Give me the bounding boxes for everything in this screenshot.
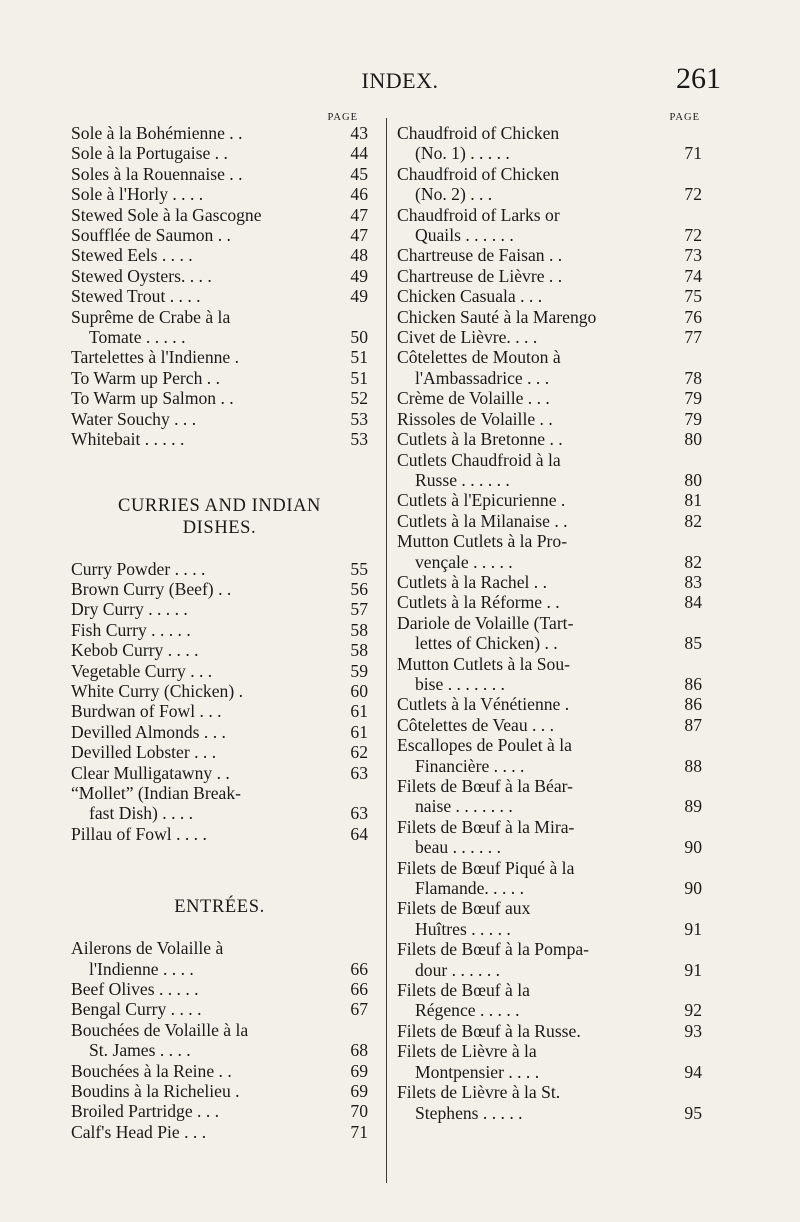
entrees-continued-list	[397, 123, 702, 1123]
entry-page-number: 57	[350, 599, 368, 620]
entry-title: Flamande. . . . .	[415, 878, 524, 899]
entry-title-line: Filets de Bœuf à la Béar-	[397, 776, 574, 796]
entry-title: Bouchées à la Reine . .	[71, 1060, 232, 1081]
index-entry	[71, 123, 368, 143]
entry-title: Sole à la Bohémienne . .	[71, 123, 243, 143]
entry-continuation	[397, 796, 702, 816]
entry-page-number: 80	[684, 469, 702, 490]
index-entry	[71, 999, 368, 1019]
entry-page-number: 77	[684, 327, 702, 348]
index-entry	[397, 715, 702, 735]
entry-page-number: 90	[684, 878, 702, 899]
entry-page-number: 91	[684, 959, 702, 980]
index-entry	[71, 164, 368, 184]
entry-title: naise . . . . . . .	[415, 796, 513, 817]
index-entry	[397, 347, 702, 388]
index-entry	[397, 429, 702, 449]
index-entry	[71, 979, 368, 999]
entry-title: Tartelettes à l'Indienne .	[71, 347, 240, 368]
section-heading-curries	[71, 495, 368, 539]
entry-title: Civet de Lièvre. . . .	[397, 327, 538, 348]
entry-continuation	[71, 803, 368, 823]
index-entry	[397, 654, 702, 695]
entry-continuation	[397, 1103, 702, 1123]
entry-title-line: “Mollet” (Indian Break-	[71, 782, 242, 803]
entry-title-line: Mutton Cutlets à la Sou-	[397, 653, 570, 674]
entry-title: Tomate . . . . .	[89, 327, 186, 348]
entry-title: Burdwan of Fowl . . .	[71, 701, 222, 722]
entry-title: Chicken Sauté à la Marengo	[397, 306, 597, 327]
index-entry	[397, 735, 702, 776]
entry-continuation	[397, 143, 702, 163]
entry-title: Stewed Oysters. . . .	[71, 265, 212, 286]
entry-page-number: 47	[350, 225, 368, 246]
index-entry	[397, 1082, 702, 1123]
entry-page-number: 58	[350, 619, 368, 640]
entry-title: l'Ambassadrice . . .	[415, 367, 550, 388]
entry-title-line: Filets de Bœuf à la Mira-	[397, 816, 575, 837]
entry-title: Sole à l'Horly . . . .	[71, 184, 204, 205]
section-heading-line: DISHES.	[182, 517, 257, 538]
entry-title: Montpensier . . . .	[415, 1061, 540, 1082]
index-entry	[397, 776, 702, 817]
index-entry	[397, 1021, 702, 1041]
entry-page-number: 61	[350, 701, 368, 722]
index-entry	[71, 722, 368, 742]
entry-title: Crème de Volaille . . .	[397, 388, 550, 409]
entry-page-number: 82	[684, 510, 702, 531]
entry-page-number: 72	[684, 225, 702, 246]
entry-title-line: Filets de Bœuf Piqué à la	[397, 857, 575, 878]
entry-page-number: 51	[350, 347, 368, 368]
entry-title: Cutlets à la Rachel . .	[397, 571, 547, 592]
entry-continuation	[397, 674, 702, 694]
entry-title-line: Suprême de Crabe à la	[71, 306, 231, 327]
entry-page-number: 46	[350, 184, 368, 205]
running-title: INDEX.	[361, 68, 439, 93]
index-entry	[71, 763, 368, 783]
index-entry	[71, 429, 368, 449]
index-entry	[71, 143, 368, 163]
index-entry	[397, 531, 702, 572]
index-entry	[397, 123, 702, 164]
entry-title: Clear Mulligatawny . .	[71, 762, 230, 783]
entry-page-number: 79	[684, 408, 702, 429]
entry-page-number: 69	[350, 1081, 368, 1102]
entry-title: Pillau of Fowl . . . .	[71, 823, 207, 844]
entry-page-number: 60	[350, 680, 368, 701]
index-entry	[71, 783, 368, 824]
entry-page-number: 92	[684, 1000, 702, 1021]
right-column	[397, 112, 702, 1123]
entry-title: Kebob Curry . . . .	[71, 640, 199, 661]
index-entry	[71, 701, 368, 721]
index-entry	[397, 980, 702, 1021]
index-entry	[71, 1101, 368, 1121]
entry-title-line: Mutton Cutlets à la Pro-	[397, 531, 568, 552]
index-entry	[71, 938, 368, 979]
curries-entries-list	[71, 559, 368, 845]
entry-page-number: 88	[684, 755, 702, 776]
entry-title: vençale . . . . .	[415, 551, 513, 572]
index-entry	[71, 640, 368, 660]
entry-title: Rissoles de Volaille . .	[397, 408, 553, 429]
entry-page-number: 90	[684, 837, 702, 858]
entry-page-number: 49	[350, 286, 368, 307]
page-number: 261	[676, 62, 721, 95]
spacer	[71, 539, 368, 559]
index-entry	[397, 939, 702, 980]
index-entry	[71, 1122, 368, 1142]
entry-title: Soles à la Rouennaise . .	[71, 163, 243, 184]
index-entry	[71, 347, 368, 367]
entry-page-number: 75	[684, 286, 702, 307]
page-column-label: PAGE	[327, 112, 358, 123]
entry-title: Quails . . . . . .	[415, 225, 514, 246]
entry-title: Cutlets à la Milanaise . .	[397, 510, 568, 531]
entry-page-number: 49	[350, 265, 368, 286]
entry-page-number: 44	[350, 143, 368, 164]
entry-page-number: 43	[350, 123, 368, 143]
index-entry	[71, 579, 368, 599]
index-entry	[71, 559, 368, 579]
entry-title: l'Indienne . . . .	[89, 958, 194, 979]
entry-title: Devilled Almonds . . .	[71, 721, 226, 742]
entry-title: fast Dish) . . . .	[89, 803, 194, 824]
section-heading-entrees: ENTRÉES.	[174, 897, 265, 918]
index-entry	[397, 858, 702, 899]
entry-continuation	[397, 1000, 702, 1020]
index-entry	[397, 286, 702, 306]
entry-page-number: 51	[350, 367, 368, 388]
fish-entries-list	[71, 123, 368, 450]
entry-page-number: 89	[684, 796, 702, 817]
entry-title: Cutlets à l'Epicurienne .	[397, 490, 566, 511]
entry-title: Whitebait . . . . .	[71, 429, 185, 450]
index-entry	[71, 599, 368, 619]
entry-page-number: 72	[684, 184, 702, 205]
entry-continuation	[397, 470, 702, 490]
entry-page-number: 47	[350, 204, 368, 225]
entry-title: To Warm up Perch . .	[71, 367, 220, 388]
entry-title-line: Chaudfroid of Chicken	[397, 163, 560, 184]
entry-page-number: 59	[350, 660, 368, 681]
entry-title: Vegetable Curry . . .	[71, 660, 213, 681]
entry-page-number: 79	[684, 388, 702, 409]
entry-title-line: Chaudfroid of Larks or	[397, 204, 560, 225]
index-entry	[71, 388, 368, 408]
entry-title: Boudins à la Richelieu .	[71, 1081, 240, 1102]
entry-title: Devilled Lobster . . .	[71, 742, 217, 763]
index-entry	[397, 327, 702, 347]
index-entry	[71, 225, 368, 245]
index-entry	[397, 898, 702, 939]
entry-page-number: 69	[350, 1060, 368, 1081]
entry-continuation	[397, 552, 702, 572]
index-entry	[71, 681, 368, 701]
entry-title: Huîtres . . . . .	[415, 918, 511, 939]
entry-page-number: 48	[350, 245, 368, 266]
entry-page-number: 85	[684, 633, 702, 654]
entry-page-number: 71	[684, 143, 702, 164]
entry-title: Chicken Casuala . . .	[397, 286, 543, 307]
spacer	[71, 844, 368, 896]
entry-title-line: Bouchées de Volaille à la	[71, 1019, 249, 1040]
index-entry	[397, 511, 702, 531]
entry-title-line: Dariole de Volaille (Tart-	[397, 612, 574, 633]
entry-title: Régence . . . . .	[415, 1000, 520, 1021]
page-column-label: PAGE	[669, 112, 700, 123]
entry-continuation	[397, 1062, 702, 1082]
entry-continuation	[397, 837, 702, 857]
index-entry	[397, 307, 702, 327]
index-entry	[397, 205, 702, 246]
entry-title: bise . . . . . . .	[415, 673, 505, 694]
index-entry	[71, 266, 368, 286]
entry-page-number: 93	[684, 1020, 702, 1041]
entry-title: St. James . . . .	[89, 1040, 191, 1061]
entry-title: To Warm up Salmon . .	[71, 388, 234, 409]
entry-title: Stewed Eels . . . .	[71, 245, 193, 266]
entry-title: Broiled Partridge . . .	[71, 1101, 220, 1122]
entry-title: Soufflée de Saumon . .	[71, 225, 231, 246]
entry-page-number: 73	[684, 245, 702, 266]
entry-page-number: 82	[684, 551, 702, 572]
index-entry	[397, 1041, 702, 1082]
entry-page-number: 78	[684, 367, 702, 388]
entry-page-number: 71	[350, 1121, 368, 1142]
index-entry	[71, 205, 368, 225]
index-entry	[397, 817, 702, 858]
index-entry	[71, 1081, 368, 1101]
entry-page-number: 63	[350, 762, 368, 783]
entry-title: Water Souchy . . .	[71, 408, 197, 429]
entry-title: Bengal Curry . . . .	[71, 999, 202, 1020]
left-column	[71, 112, 368, 1142]
entry-title: Stewed Trout . . . .	[71, 286, 201, 307]
entry-title: Beef Olives . . . . .	[71, 979, 199, 999]
entry-title-line: Ailerons de Volaille à	[71, 938, 224, 959]
entry-page-number: 76	[684, 306, 702, 327]
entry-title: Russe . . . . . .	[415, 469, 510, 490]
entry-page-number: 67	[350, 999, 368, 1020]
entry-title: Cutlets à la Vénétienne .	[397, 694, 570, 715]
index-entry	[71, 824, 368, 844]
entry-continuation	[397, 756, 702, 776]
column-divider	[386, 118, 387, 1183]
entry-page-number: 52	[350, 388, 368, 409]
entry-title: Sole à la Portugaise . .	[71, 143, 228, 164]
entry-page-number: 55	[350, 558, 368, 579]
entry-title: Curry Powder . . . .	[71, 558, 206, 579]
entry-continuation	[397, 919, 702, 939]
entry-page-number: 94	[684, 1061, 702, 1082]
entry-title: Filets de Bœuf à la Russe.	[397, 1020, 581, 1041]
entry-title: Cutlets à la Bretonne . .	[397, 429, 563, 450]
entry-title: Fish Curry . . . . .	[71, 619, 191, 640]
entry-continuation	[397, 878, 702, 898]
index-entry	[397, 388, 702, 408]
index-entry	[397, 266, 702, 286]
index-entry	[397, 490, 702, 510]
entry-page-number: 45	[350, 163, 368, 184]
entry-page-number: 58	[350, 640, 368, 661]
entry-page-number: 66	[350, 958, 368, 979]
entry-title: lettes of Chicken) . .	[415, 633, 558, 654]
entry-page-number: 95	[684, 1102, 702, 1123]
entry-title-line: Filets de Lièvre à la St.	[397, 1082, 561, 1103]
entry-page-number: 80	[684, 429, 702, 450]
entry-continuation	[71, 959, 368, 979]
entry-title: Chartreuse de Lièvre . .	[397, 265, 563, 286]
entry-title: (No. 2) . . .	[415, 184, 493, 205]
entry-page-number: 74	[684, 265, 702, 286]
index-entry	[397, 164, 702, 205]
entry-title: Cutlets à la Réforme . .	[397, 592, 560, 613]
index-entry	[71, 245, 368, 265]
entry-title: Chartreuse de Faisan . .	[397, 245, 563, 266]
entry-page-number: 50	[350, 327, 368, 348]
entry-title: White Curry (Chicken) .	[71, 680, 243, 701]
index-entry	[71, 184, 368, 204]
entry-continuation	[397, 225, 702, 245]
index-entry	[397, 450, 702, 491]
entry-title-line: Filets de Lièvre à la	[397, 1041, 537, 1062]
entry-title-line: Chaudfroid of Chicken	[397, 123, 560, 143]
index-entry	[397, 409, 702, 429]
entry-continuation	[71, 327, 368, 347]
entry-continuation	[397, 184, 702, 204]
entry-title-line: Filets de Bœuf aux	[397, 898, 531, 919]
entry-page-number: 91	[684, 918, 702, 939]
entry-page-number: 87	[684, 714, 702, 735]
entry-title-line: Cutlets Chaudfroid à la	[397, 449, 561, 470]
entry-title: dour . . . . . .	[415, 959, 501, 980]
entry-continuation	[397, 960, 702, 980]
entry-page-number: 81	[684, 490, 702, 511]
index-entry	[71, 1020, 368, 1061]
index-entry	[397, 245, 702, 265]
index-entry	[397, 572, 702, 592]
spacer	[71, 918, 368, 938]
entry-title: Stewed Sole à la Gascogne	[71, 204, 262, 225]
index-entry	[71, 620, 368, 640]
entry-page-number: 84	[684, 592, 702, 613]
spacer	[71, 450, 368, 495]
entry-title-line: Côtelettes de Mouton à	[397, 347, 561, 368]
entry-title-line: Filets de Bœuf à la	[397, 980, 530, 1001]
index-entry	[71, 742, 368, 762]
entry-title-line: Filets de Bœuf à la Pompa-	[397, 939, 590, 960]
index-entry	[397, 613, 702, 654]
entry-page-number: 56	[350, 578, 368, 599]
entry-continuation	[397, 368, 702, 388]
index-entry	[397, 592, 702, 612]
section-heading-line: CURRIES AND INDIAN	[118, 495, 321, 516]
entry-page-number: 64	[350, 823, 368, 844]
entry-page-number: 62	[350, 742, 368, 763]
entry-continuation	[71, 1040, 368, 1060]
index-entry	[71, 1061, 368, 1081]
entry-page-number: 66	[350, 979, 368, 999]
entry-page-number: 61	[350, 721, 368, 742]
entry-title: Calf's Head Pie . . .	[71, 1121, 207, 1142]
entry-title: Brown Curry (Beef) . .	[71, 578, 232, 599]
entry-continuation	[397, 633, 702, 653]
entrees-entries-list	[71, 938, 368, 1142]
index-entry	[71, 661, 368, 681]
entry-page-number: 86	[684, 694, 702, 715]
entry-title: Dry Curry . . . . .	[71, 599, 188, 620]
entry-page-number: 86	[684, 673, 702, 694]
entry-title: Financière . . . .	[415, 755, 525, 776]
entry-title: (No. 1) . . . . .	[415, 143, 510, 164]
index-entry	[71, 286, 368, 306]
index-entry	[71, 409, 368, 429]
entry-title: Stephens . . . . .	[415, 1102, 523, 1123]
entry-page-number: 63	[350, 803, 368, 824]
entry-page-number: 53	[350, 429, 368, 450]
entry-title: Côtelettes de Veau . . .	[397, 714, 555, 735]
entry-page-number: 68	[350, 1040, 368, 1061]
index-entry	[71, 368, 368, 388]
entry-title: beau . . . . . .	[415, 837, 501, 858]
entry-page-number: 53	[350, 408, 368, 429]
entry-title-line: Escallopes de Poulet à la	[397, 735, 572, 756]
index-entry	[397, 694, 702, 714]
entry-page-number: 83	[684, 571, 702, 592]
index-entry	[71, 307, 368, 348]
entry-page-number: 70	[350, 1101, 368, 1122]
